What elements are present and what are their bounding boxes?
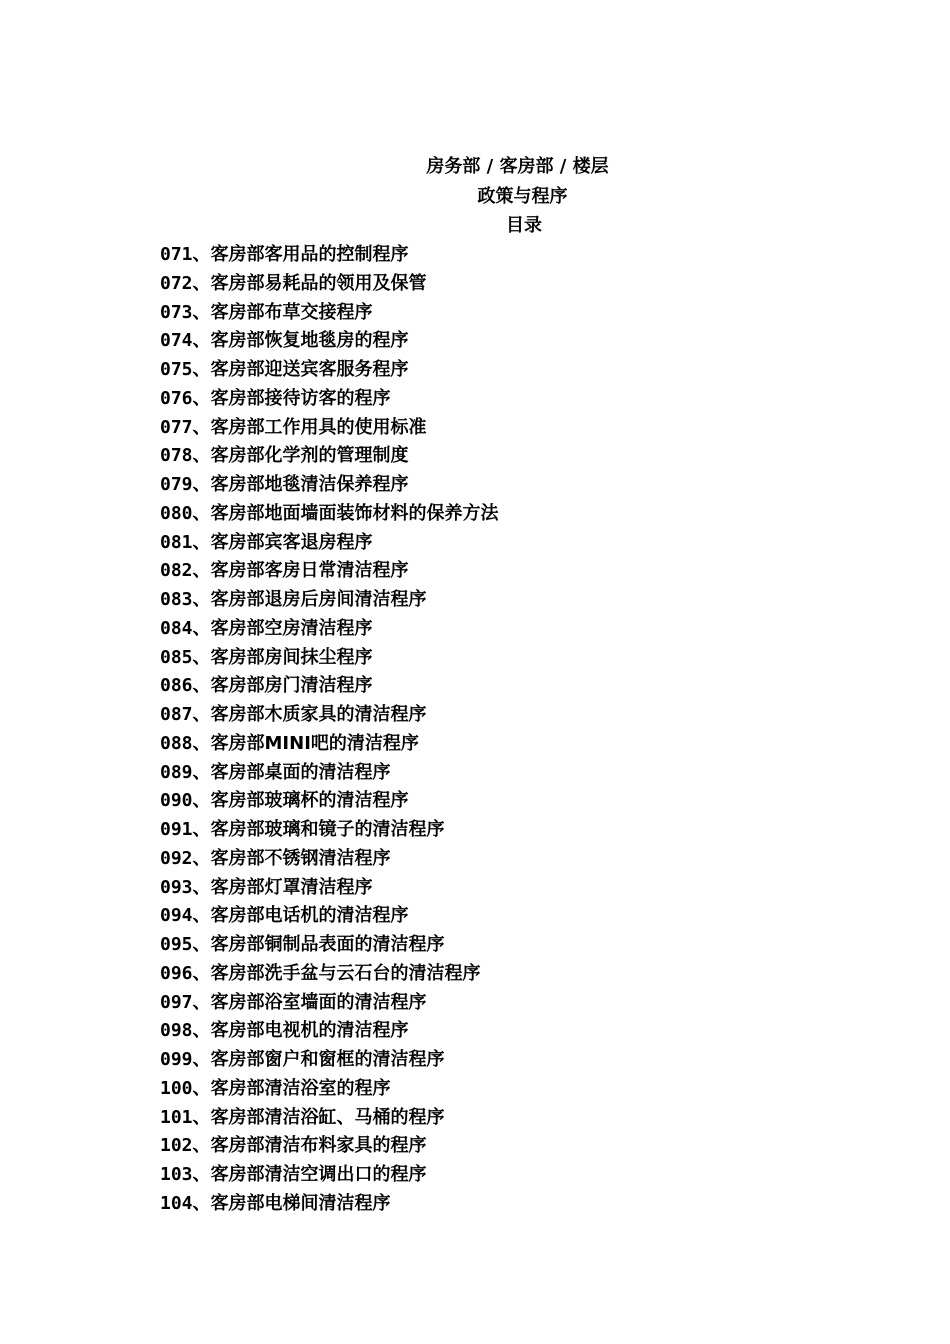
toc-entry xyxy=(160,270,499,299)
toc-entry-title: 客房部客用品的控制程序 xyxy=(210,244,409,265)
toc-entry-title: 客房部清洁浴缸、马桶的程序 xyxy=(210,1106,445,1128)
toc-entry-number: 097、 xyxy=(160,991,211,1013)
toc-entry xyxy=(160,759,499,788)
toc-entry xyxy=(160,241,499,270)
toc-entry-number: 089、 xyxy=(160,761,211,783)
toc-entry-title: 客房部易耗品的领用及保管 xyxy=(210,272,427,294)
toc-entry xyxy=(160,1161,499,1190)
toc-entry-title: 客房部玻璃和镜子的清洁程序 xyxy=(210,819,445,840)
toc-entry-number: 087、 xyxy=(160,704,211,725)
toc-entry xyxy=(160,1075,499,1104)
toc-entry-title: 客房部电话机的清洁程序 xyxy=(210,905,409,927)
toc-entry xyxy=(160,960,499,989)
toc-entry-number: 101、 xyxy=(160,1106,211,1128)
toc-entry-number: 098、 xyxy=(160,1020,211,1042)
toc-entry-title: 客房部清洁空调出口的程序 xyxy=(210,1164,427,1185)
toc-entry-number: 096、 xyxy=(160,962,211,984)
toc-entry-title: 客房部宾客退房程序 xyxy=(210,531,373,553)
toc-entry-number: 099、 xyxy=(160,1049,211,1070)
toc-entry-title: 客房部木质家具的清洁程序 xyxy=(210,704,427,725)
toc-heading: 目录 xyxy=(506,215,542,236)
toc-entry-number: 104、 xyxy=(160,1192,211,1214)
toc-entry-number: 093、 xyxy=(160,876,211,898)
toc-entry-title: 客房部清洁布料家具的程序 xyxy=(210,1135,427,1157)
toc-entry xyxy=(160,586,499,615)
toc-entry-number: 078、 xyxy=(160,445,211,467)
toc-entry-number: 076、 xyxy=(160,387,211,409)
toc-entry-title: 客房部铜制品表面的清洁程序 xyxy=(210,934,445,955)
toc-entry-title: 客房部空房清洁程序 xyxy=(210,617,373,639)
toc-entry xyxy=(160,672,499,701)
toc-entry xyxy=(160,385,499,414)
toc-entry-title: 客房部化学剂的管理制度 xyxy=(210,445,409,467)
toc-entry xyxy=(160,442,499,471)
toc-entry xyxy=(160,356,499,385)
toc-entry-number: 086、 xyxy=(160,675,211,697)
toc-entry xyxy=(160,989,499,1018)
toc-entry-title: 客房部客房日常清洁程序 xyxy=(210,560,409,582)
toc-entry xyxy=(160,327,499,356)
toc-entry-title: 客房部洗手盆与云石台的清洁程序 xyxy=(210,962,481,984)
toc-entry-number: 088、 xyxy=(160,732,211,754)
policy-heading: 政策与程序 xyxy=(477,186,568,207)
table-of-contents xyxy=(160,241,499,1219)
toc-entry-number: 103、 xyxy=(160,1164,211,1185)
toc-entry xyxy=(160,1190,499,1219)
toc-entry xyxy=(160,874,499,903)
toc-entry-title: 客房部地面墙面装饰材料的保养方法 xyxy=(210,502,499,524)
toc-entry-title: 客房部浴室墙面的清洁程序 xyxy=(210,991,427,1013)
toc-entry-title: 客房部迎送宾客服务程序 xyxy=(210,359,409,380)
toc-entry-number: 083、 xyxy=(160,589,211,610)
toc-entry-title: 客房部地毯清洁保养程序 xyxy=(210,474,409,495)
toc-entry xyxy=(160,1104,499,1133)
toc-entry-title: 客房部玻璃杯的清洁程序 xyxy=(210,790,409,812)
toc-entry xyxy=(160,931,499,960)
toc-entry-number: 073、 xyxy=(160,301,211,323)
toc-entry-title: 客房部电视机的清洁程序 xyxy=(210,1020,409,1042)
toc-entry-number: 072、 xyxy=(160,272,211,294)
toc-entry-number: 077、 xyxy=(160,416,211,438)
toc-entry-number: 082、 xyxy=(160,560,211,582)
toc-entry-number: 091、 xyxy=(160,819,211,840)
toc-entry-number: 090、 xyxy=(160,790,211,812)
toc-entry xyxy=(160,644,499,673)
toc-entry-number: 080、 xyxy=(160,502,211,524)
toc-entry xyxy=(160,500,499,529)
toc-entry xyxy=(160,1132,499,1161)
toc-entry-number: 100、 xyxy=(160,1077,211,1099)
toc-entry-title: 客房部恢复地毯房的程序 xyxy=(210,330,409,352)
toc-entry xyxy=(160,557,499,586)
toc-entry-title: 客房部工作用具的使用标准 xyxy=(210,416,427,438)
toc-entry-title: 客房部布草交接程序 xyxy=(210,301,373,323)
toc-entry-number: 079、 xyxy=(160,474,211,495)
toc-entry xyxy=(160,299,499,328)
toc-entry xyxy=(160,845,499,874)
toc-entry-number: 094、 xyxy=(160,905,211,927)
toc-entry-title: 客房部灯罩清洁程序 xyxy=(210,876,373,898)
toc-entry-number: 084、 xyxy=(160,617,211,639)
toc-entry-title: 客房部电梯间清洁程序 xyxy=(210,1192,391,1214)
toc-entry-title: 客房部房门清洁程序 xyxy=(210,675,373,697)
toc-entry-title: 客房部不锈钢清洁程序 xyxy=(210,847,391,869)
toc-entry xyxy=(160,1046,499,1075)
toc-entry xyxy=(160,701,499,730)
toc-entry-number: 081、 xyxy=(160,531,211,553)
toc-entry xyxy=(160,787,499,816)
toc-entry-title: 客房部接待访客的程序 xyxy=(210,387,391,409)
toc-entry-title: 客房部桌面的清洁程序 xyxy=(210,761,391,783)
toc-entry xyxy=(160,471,499,500)
toc-entry xyxy=(160,1017,499,1046)
toc-entry-title: 客房部窗户和窗框的清洁程序 xyxy=(210,1049,445,1070)
toc-entry-number: 095、 xyxy=(160,934,211,955)
toc-entry-title: 客房部MINI吧的清洁程序 xyxy=(210,732,419,754)
toc-entry xyxy=(160,902,499,931)
toc-entry-title: 客房部清洁浴室的程序 xyxy=(210,1077,391,1099)
toc-entry-number: 071、 xyxy=(160,244,211,265)
toc-entry xyxy=(160,730,499,759)
toc-entry xyxy=(160,615,499,644)
toc-entry xyxy=(160,529,499,558)
toc-entry xyxy=(160,816,499,845)
toc-entry-title: 客房部退房后房间清洁程序 xyxy=(210,589,427,610)
department-heading: 房务部 / 客房部 / 楼层 xyxy=(426,156,609,177)
toc-entry xyxy=(160,414,499,443)
toc-entry-title: 客房部房间抹尘程序 xyxy=(210,646,373,668)
toc-entry-number: 074、 xyxy=(160,330,211,352)
toc-entry-number: 092、 xyxy=(160,847,211,869)
toc-entry-number: 075、 xyxy=(160,359,211,380)
toc-entry-number: 085、 xyxy=(160,646,211,668)
toc-entry-number: 102、 xyxy=(160,1135,211,1157)
